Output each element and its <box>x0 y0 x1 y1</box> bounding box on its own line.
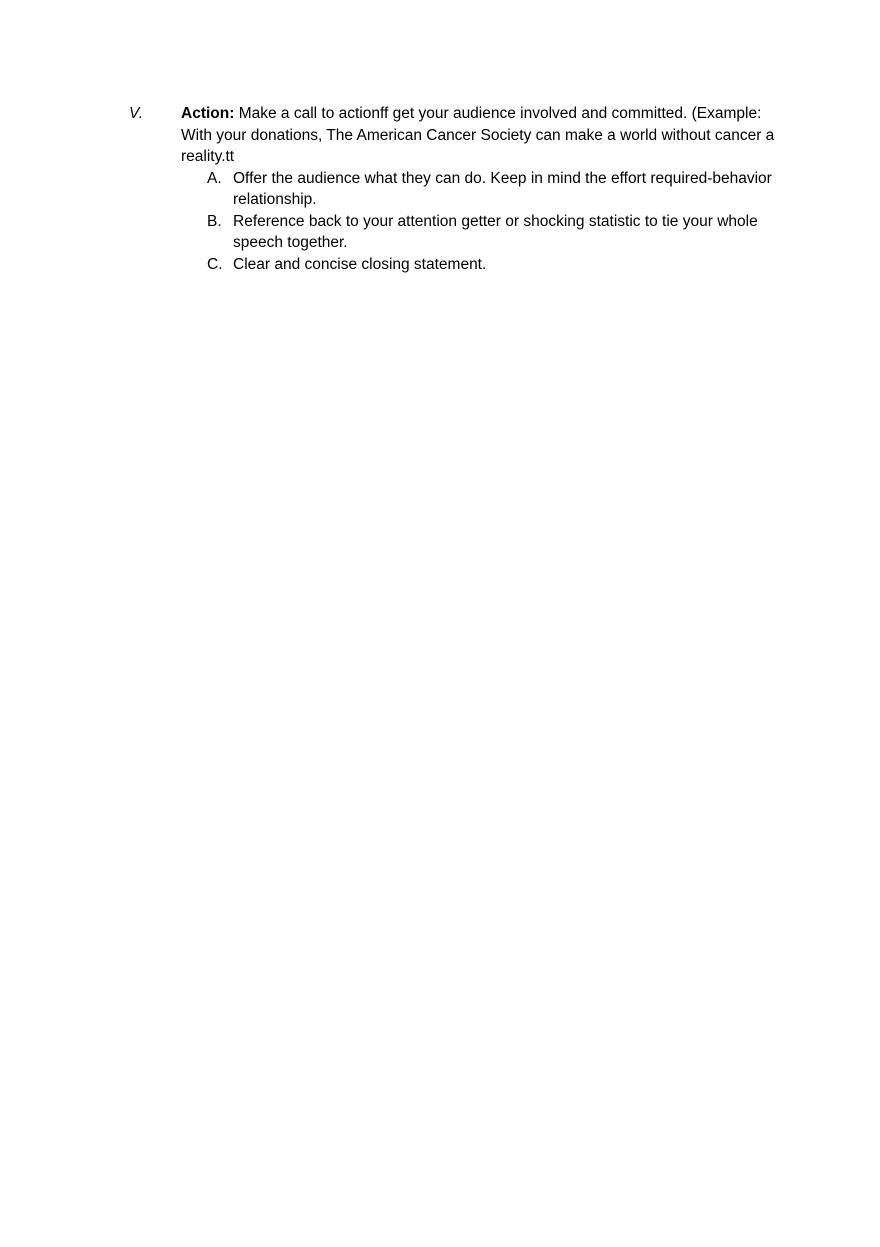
sub-point-b <box>207 211 781 254</box>
sub-point-marker: B. <box>207 212 222 230</box>
sub-point-c <box>207 254 781 276</box>
section-paragraph <box>181 103 781 168</box>
sub-point-text: Offer the audience what they can do. Keep in mind the effort required-behavior relationship. <box>233 169 772 208</box>
sub-point-list <box>207 168 781 276</box>
section-numeral: V. <box>129 105 144 122</box>
sub-point-text: Reference back to your attention getter or shocking statistic to tie your whole speech together. <box>233 212 758 251</box>
sub-point-text: Clear and concise closing statement. <box>233 255 487 273</box>
sub-point-marker: C. <box>207 255 223 273</box>
section-lead-label: Action: <box>181 105 235 122</box>
sub-point-a <box>207 168 781 211</box>
sub-point-marker: A. <box>207 169 222 187</box>
section-text: Make a call to actionff get your audience involved and committed. (Example: With your donations, The American Cancer Society can make a world without cancer a reality.tt <box>181 105 775 165</box>
section-body <box>181 103 781 275</box>
